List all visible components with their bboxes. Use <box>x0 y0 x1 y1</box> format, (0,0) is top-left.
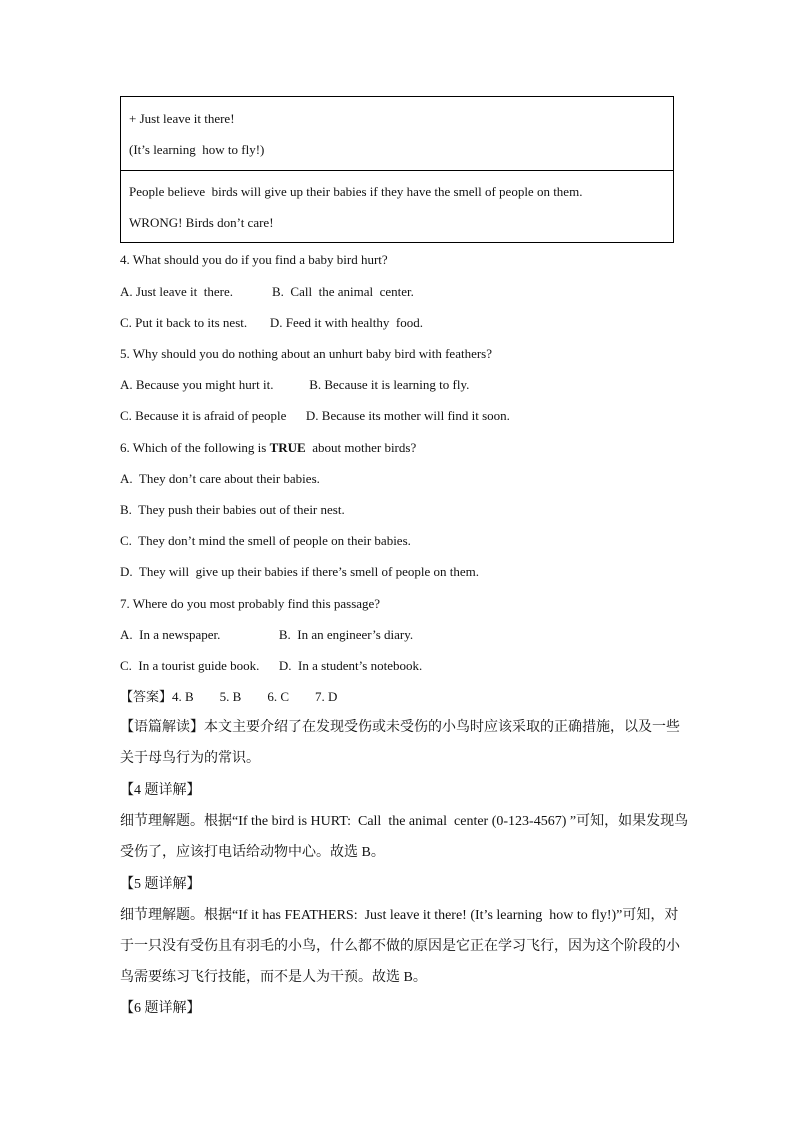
table-row2-line1: People believe birds will give up their babies if they have the smell of people on them. <box>129 184 583 199</box>
detail4-line1: 细节理解题。根据“If the bird is HURT: Call the animal center (0-123-4567) ”可知，如果发现鸟 <box>120 814 689 829</box>
q6-option-a: A. They don’t care about their babies. <box>120 471 320 486</box>
q6-question <box>120 440 416 456</box>
q4-question: 4. What should you do if you find a baby bird hurt? <box>120 252 388 267</box>
q4-options-line1: A. Just leave it there. B. Call the animal center. <box>120 284 414 299</box>
detail6-heading: 【6 题详解】 <box>120 1001 201 1016</box>
q7-question: 7. Where do you most probably find this passage? <box>120 596 381 611</box>
answer-line: 【答案】4. B 5. B 6. C 7. D <box>120 689 338 704</box>
table-row1-line1: + Just leave it there! <box>129 111 235 126</box>
q6-question-bold: TRUE <box>269 440 306 455</box>
detail5-line1: 细节理解题。根据“If it has FEATHERS: Just leave it there! (It’s learning how to fly!)”可知，对 <box>120 908 679 923</box>
q6-option-c: C. They don’t mind the smell of people on their babies. <box>120 533 411 548</box>
detail4-heading: 【4 题详解】 <box>120 783 201 798</box>
info-table <box>120 96 674 243</box>
detail5-heading: 【5 题详解】 <box>120 877 201 892</box>
table-row1-line2: (It’s learning how to fly!) <box>129 142 265 157</box>
q6-option-b: B. They push their babies out of their nest. <box>120 502 345 517</box>
q5-options-line2: C. Because it is afraid of people D. Because its mother will find it soon. <box>120 408 510 423</box>
table-divider <box>121 170 673 171</box>
q5-options-line1: A. Because you might hurt it. B. Because it is learning to fly. <box>120 377 470 392</box>
table-row2-line2: WRONG! Birds don’t care! <box>129 215 274 230</box>
q7-options-line2: C. In a tourist guide book. D. In a student’s notebook. <box>120 658 423 673</box>
q7-options-line1: A. In a newspaper. B. In an engineer’s diary. <box>120 627 414 642</box>
q6-question-suffix: about mother birds? <box>305 440 417 455</box>
q4-options-line2: C. Put it back to its nest. D. Feed it with healthy food. <box>120 315 423 330</box>
detail5-line2: 于一只没有受伤且有羽毛的小鸟，什么都不做的原因是它正在学习飞行，因为这个阶段的小 <box>120 939 680 954</box>
q6-question-prefix: 6. Which of the following is <box>120 440 270 455</box>
q5-question: 5. Why should you do nothing about an unhurt baby bird with feathers? <box>120 346 493 361</box>
analysis-line1: 【语篇解读】本文主要介绍了在发现受伤或未受伤的小鸟时应该采取的正确措施，以及一些 <box>120 720 680 735</box>
detail5-line3: 鸟需要练习飞行技能，而不是人为干预。故选 B。 <box>120 970 427 985</box>
analysis-line2: 关于母鸟行为的常识。 <box>120 751 260 766</box>
detail4-line2: 受伤了，应该打电话给动物中心。故选 B。 <box>120 845 385 860</box>
q6-option-d: D. They will give up their babies if there’s smell of people on them. <box>120 564 479 579</box>
